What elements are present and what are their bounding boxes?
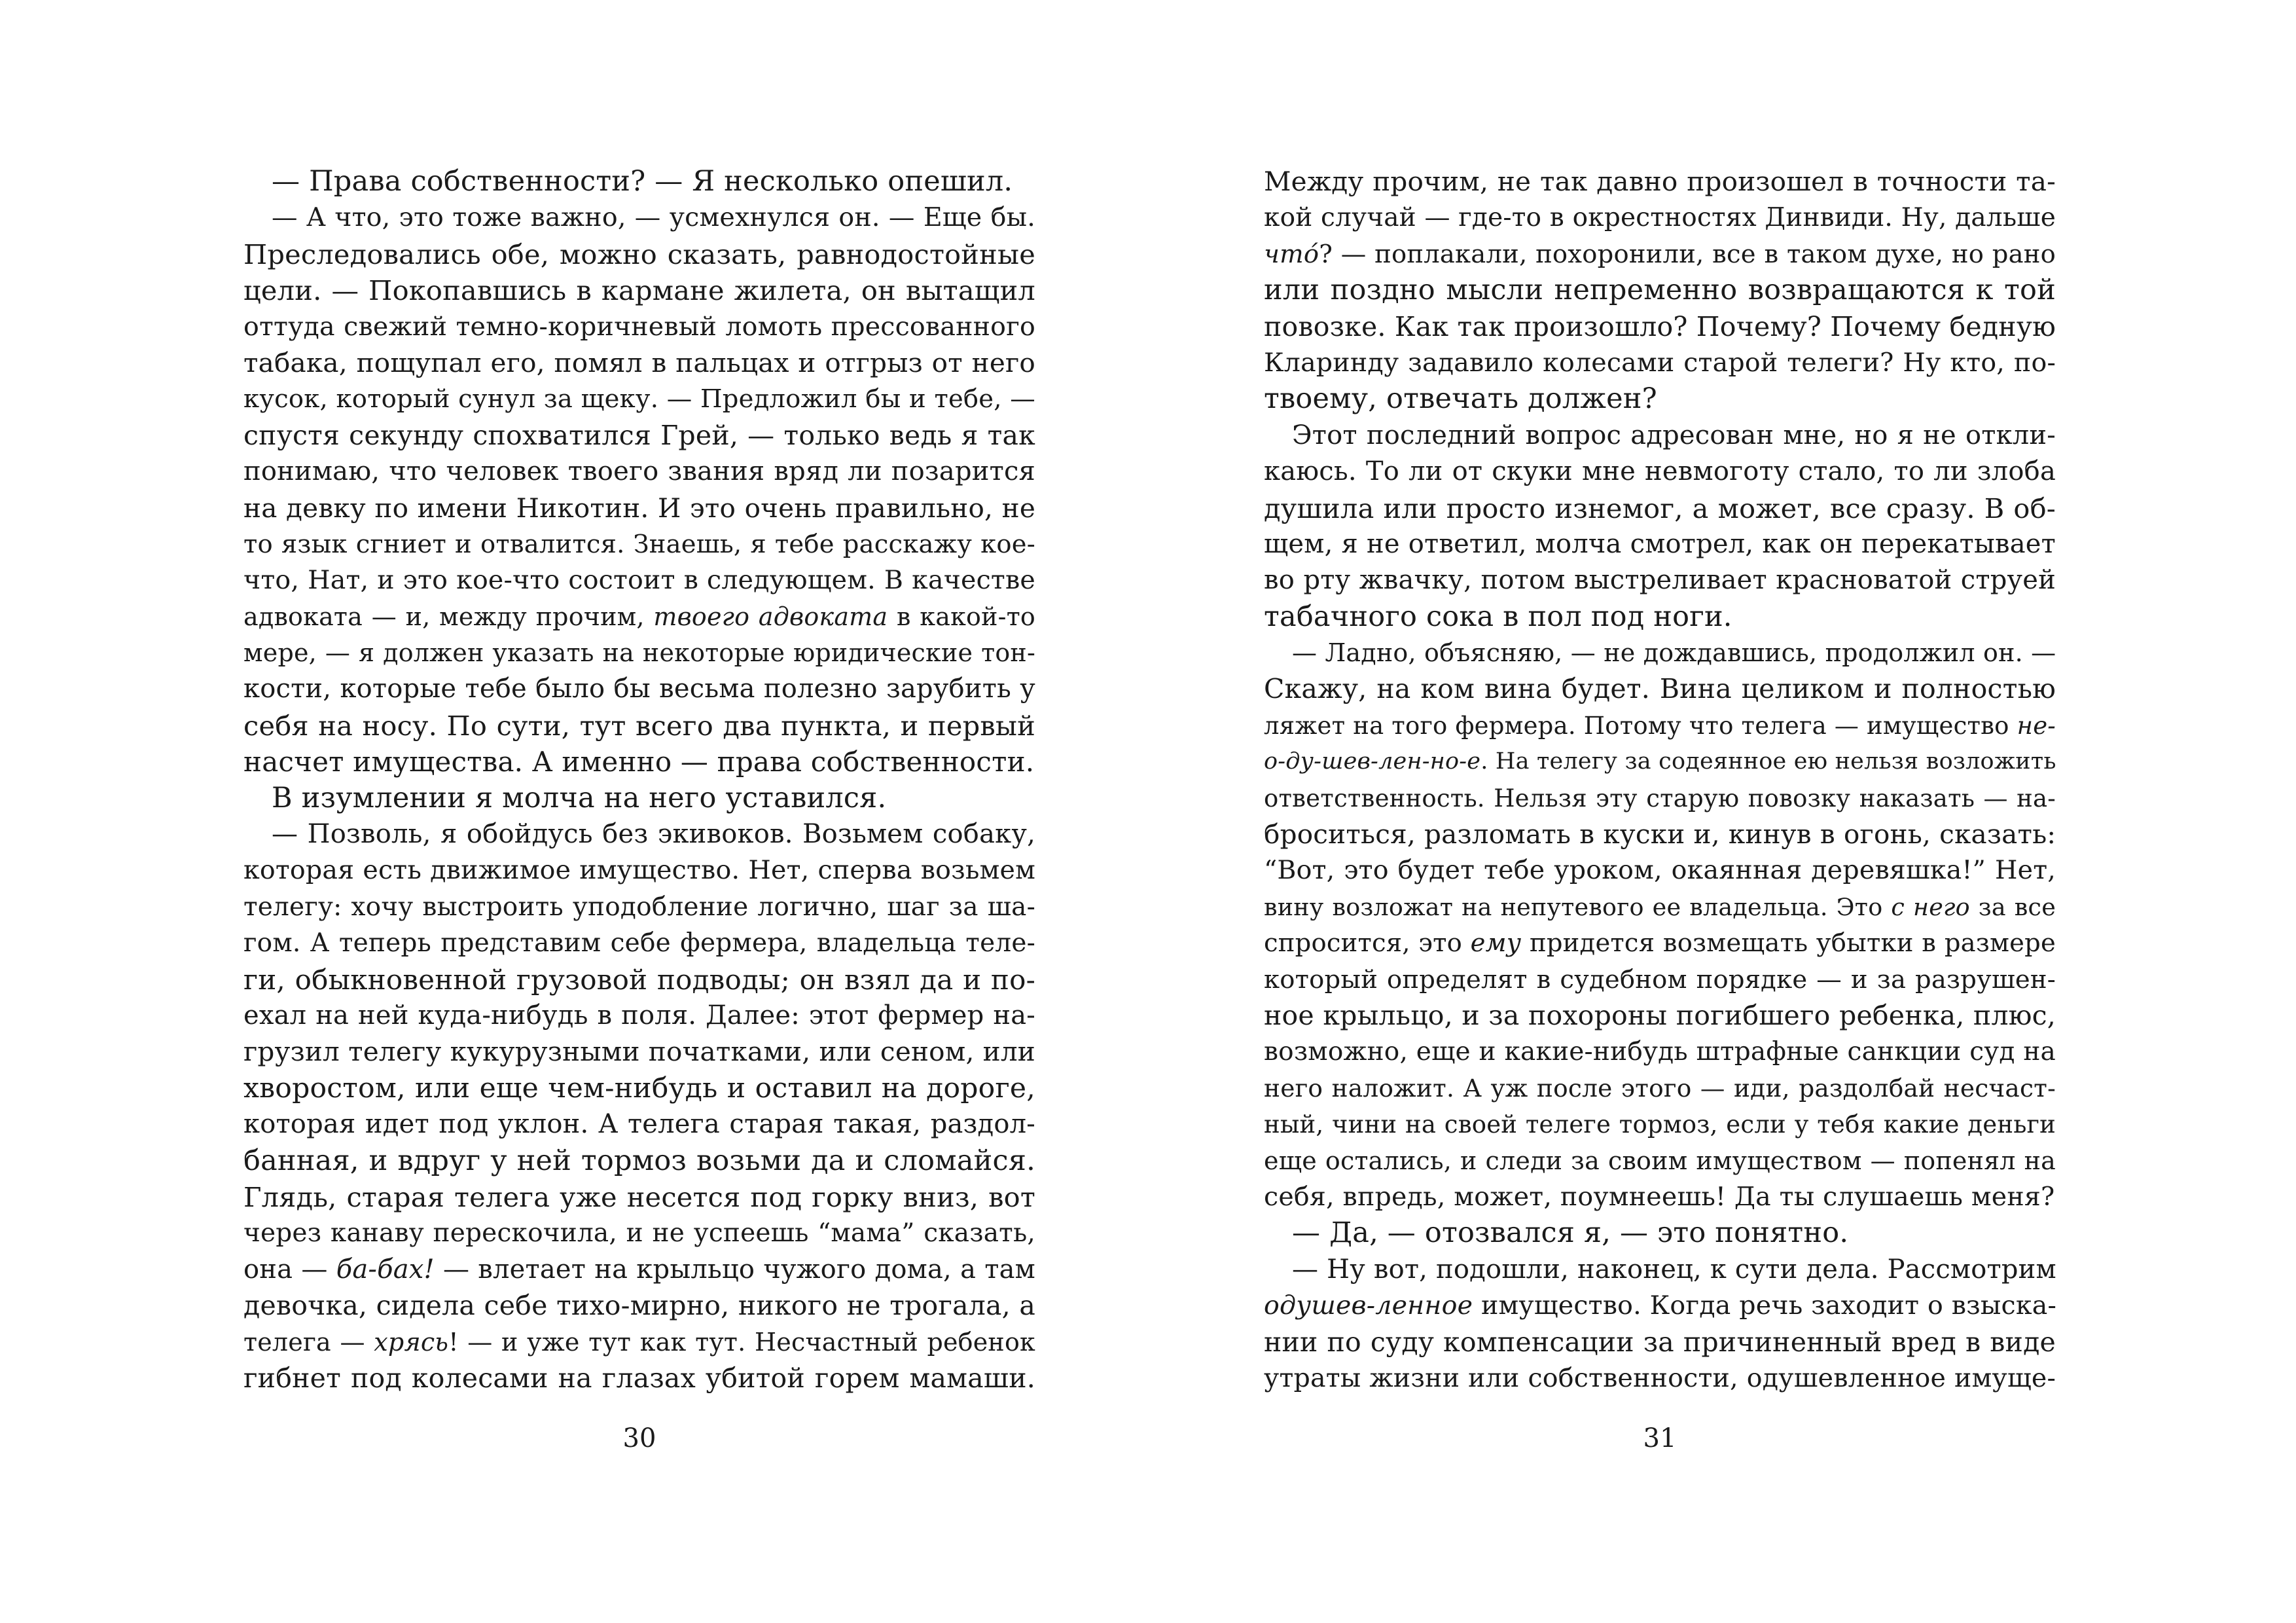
text-run: — А что, это тоже важно, — усмехнулся он. — Еще бы.	[272, 202, 1035, 233]
text-line	[243, 599, 1035, 635]
text-run: который определят в судебном порядке — и за разрушен-	[1264, 964, 2056, 994]
text-run: — Да, — отозвался я, — это понятно.	[1292, 1216, 1849, 1250]
text-line	[1264, 164, 2056, 200]
text-line	[243, 1034, 1035, 1070]
text-run: гибнет под колесами на глазах убитой горем мамаши.	[243, 1362, 1035, 1394]
right-page	[1264, 164, 2056, 1473]
italic-run: о-ду-шев-лен-но-е	[1264, 748, 1481, 775]
text-line	[243, 562, 1035, 598]
italic-run: хрясь	[374, 1327, 449, 1357]
text-line	[1264, 1252, 2056, 1288]
text-run: Преследовались обе, можно сказать, равнодостойные	[243, 238, 1035, 270]
text-run: — Ну вот, подошли, наконец, к сути дела. Рассмотрим	[1292, 1254, 2056, 1285]
text-line	[243, 708, 1035, 744]
text-run: она —	[243, 1254, 336, 1285]
text-line	[243, 671, 1035, 707]
text-line	[1264, 852, 2056, 888]
text-run: в какой-то	[888, 602, 1035, 631]
text-run: ! — и уже тут как тут. Несчастный ребенок	[448, 1327, 1035, 1357]
text-run: “Вот, это будет тебе уроком, окаянная деревяшка!” Нет,	[1264, 855, 2056, 886]
text-line	[1264, 381, 2056, 417]
text-run: понимаю, что человек твоего звания вряд ли позарится	[243, 456, 1035, 487]
text-run: . На телегу за содеянное ею нельзя возложить	[1480, 748, 2056, 775]
text-line	[243, 962, 1035, 998]
text-run: что, Нат, и это кое-что состоит в следующем. В качестве	[243, 565, 1035, 596]
text-line	[243, 164, 1035, 200]
text-line	[243, 272, 1035, 308]
text-line	[243, 454, 1035, 490]
text-line	[243, 1215, 1035, 1251]
text-line	[243, 998, 1035, 1034]
text-run: еще остались, и следи за своим имуществом — попенял на	[1264, 1146, 2056, 1175]
text-line	[1264, 962, 2056, 998]
text-run: табачного сока в пол под ноги.	[1264, 600, 1732, 633]
italic-run: ему	[1470, 928, 1522, 958]
text-run: каюсь. То ли от скуки мне невмоготу стало, то ли злоба	[1264, 456, 2056, 487]
text-line	[243, 345, 1035, 381]
right-page-number: 31	[1643, 1423, 1677, 1453]
text-line	[1264, 998, 2056, 1034]
text-line	[243, 1106, 1035, 1142]
text-line	[1264, 599, 2056, 635]
text-run: кости, которые тебе было бы весьма полезно зарубить у	[243, 674, 1035, 704]
text-line	[243, 816, 1035, 852]
text-line	[243, 1288, 1035, 1324]
text-run: кусок, который сунул за щеку. — Предложил бы и тебе, —	[243, 384, 1035, 414]
text-run: ный, чини на своей телеге тормоз, если у тебя какие деньги	[1264, 1110, 2056, 1139]
text-run: кой случай — где-то в окрестностях Динвиди. Ну, дальше	[1264, 203, 2056, 233]
text-line	[1264, 526, 2056, 562]
text-line	[1264, 1288, 2056, 1324]
text-run: за все	[1969, 892, 2056, 921]
text-line	[1264, 562, 2056, 598]
text-run: него наложит. А уж после этого — иди, раздолбай несчаст-	[1264, 1073, 2056, 1103]
text-line	[243, 925, 1035, 961]
text-run: вину возложат на непутевого ее владельца. Это	[1264, 892, 1892, 921]
text-line	[243, 1070, 1035, 1106]
text-run: хворостом, или еще чем-нибудь и оставил на дороге,	[243, 1072, 1035, 1104]
text-run: нии по суду компенсации за причиненный вред в виде	[1264, 1326, 2056, 1358]
text-run: твоему, отвечать должен?	[1264, 382, 1657, 416]
italic-run: твоего адвоката	[653, 602, 888, 631]
text-line	[1264, 635, 2056, 671]
text-line	[243, 1324, 1035, 1360]
text-run: которая идет под уклон. А телега старая такая, раздол-	[243, 1109, 1035, 1140]
text-run: — Права собственности? — Я несколько опешил.	[272, 165, 1013, 198]
text-run: спросится, это	[1264, 928, 1471, 958]
text-line	[1264, 889, 2056, 925]
text-run: спустя секунду спохватился Грей, — только ведь я так	[243, 419, 1035, 451]
text-run: Скажу, на ком вина будет. Вина целиком и полностью	[1264, 673, 2056, 705]
text-line	[243, 526, 1035, 562]
text-line	[1264, 1324, 2056, 1360]
text-line	[1264, 1034, 2056, 1070]
text-run: В изумлении я молча на него уставился.	[272, 781, 887, 814]
text-line	[243, 635, 1035, 671]
left-page-number: 30	[622, 1423, 656, 1453]
text-run: гом. А теперь представим себе фермера, владельца теле-	[243, 928, 1035, 958]
text-line	[243, 381, 1035, 417]
italic-run: что́	[1264, 239, 1319, 269]
text-run: ляжет на того фермера. Потому что телега — имущество	[1264, 711, 2017, 740]
text-line	[1264, 454, 2056, 490]
text-run: придется возмещать убытки в размере	[1521, 928, 2056, 958]
text-run: щем, я не ответил, молча смотрел, как он перекатывает	[1264, 528, 2056, 559]
text-run: ответственность. Нельзя эту старую повозку наказать — на-	[1264, 784, 2056, 812]
text-line	[243, 309, 1035, 345]
text-line	[243, 1360, 1035, 1396]
left-page	[243, 164, 1035, 1473]
text-line	[243, 852, 1035, 888]
text-run: ное крыльцо, и за похороны погибшего ребенка, плюс,	[1264, 999, 2056, 1031]
text-line	[243, 1252, 1035, 1288]
text-run: во рту жвачку, потом выстреливает красноватой струей	[1264, 565, 2056, 596]
text-run: Этот последний вопрос адресован мне, но я не откли-	[1292, 420, 2056, 450]
text-line	[1264, 490, 2056, 526]
text-run: Между прочим, не так давно произошел в точности та-	[1264, 166, 2056, 197]
text-line	[243, 1179, 1035, 1215]
text-run: оттуда свежий темно-коричневый ломоть прессованного	[243, 311, 1035, 342]
right-page-text	[1264, 164, 2056, 1396]
text-run: ехал на ней куда-нибудь в поля. Далее: этот фермер на-	[243, 1000, 1035, 1030]
text-run: себя, впредь, может, поумнеешь! Да ты слушаешь меня?	[1264, 1181, 2055, 1212]
text-line	[243, 744, 1035, 780]
italic-run: одушев-ленное	[1264, 1290, 1473, 1321]
italic-run: с него	[1891, 892, 1970, 921]
text-line	[1264, 236, 2056, 272]
text-line	[243, 780, 1035, 816]
text-line	[1264, 200, 2056, 236]
text-run: цели. — Покопавшись в кармане жилета, он вытащил	[243, 274, 1035, 307]
text-run: — влетает на крыльцо чужого дома, а там	[434, 1254, 1035, 1285]
text-line	[1264, 1070, 2056, 1106]
text-run: мере, — я должен указать на некоторые юридические тон-	[243, 638, 1035, 668]
text-line	[1264, 708, 2056, 744]
text-run: броситься, разломать в куски и, кинув в огонь, сказать:	[1264, 818, 2056, 850]
text-line	[1264, 1360, 2056, 1396]
italic-run: не-	[2017, 711, 2056, 740]
text-line	[1264, 1215, 2056, 1251]
text-run: повозке. Как так произошло? Почему? Почему бедную	[1264, 310, 2056, 342]
text-line	[1264, 1143, 2056, 1179]
text-run: возможно, еще и какие-нибудь штрафные санкции суд на	[1264, 1037, 2056, 1067]
text-line	[1264, 744, 2056, 780]
text-line	[1264, 1179, 2056, 1215]
text-run: через канаву перескочила, и не успеешь “мама” сказать,	[243, 1218, 1035, 1249]
text-run: грузил телегу кукурузными початками, или сеном, или	[243, 1036, 1035, 1068]
text-line	[1264, 418, 2056, 454]
text-run: ги, обыкновенной грузовой подводы; он взял да и по-	[243, 963, 1035, 996]
text-run: утраты жизни или собственности, одушевленное имуще-	[1264, 1362, 2056, 1393]
text-run: имущество. Когда речь заходит о взыска-	[1473, 1290, 2057, 1321]
text-line	[1264, 345, 2056, 381]
text-run: — Ладно, объясняю, — не дождавшись, продолжил он. —	[1292, 638, 2056, 668]
text-run: банная, и вдруг у ней тормоз возьми да и сломайся.	[243, 1144, 1035, 1177]
text-run: телегу: хочу выстроить уподобление логично, шаг за ша-	[243, 892, 1035, 922]
text-run: Кларинду задавило колесами старой телеги? Ну кто, по-	[1264, 347, 2056, 378]
text-run: душила или просто изнемог, а может, все сразу. В об-	[1264, 492, 2056, 524]
text-run: Глядь, старая телега уже несется под горку вниз, вот	[243, 1180, 1035, 1213]
text-line	[1264, 309, 2056, 345]
text-run: — Позволь, я обойдусь без экивоков. Возьмем собаку,	[272, 819, 1035, 850]
text-run: то язык сгниет и отвалится. Знаешь, я тебе расскажу кое-	[243, 529, 1035, 559]
text-line	[243, 889, 1035, 925]
text-run: насчет имущества. А именно — права собственности.	[243, 746, 1035, 778]
left-page-text	[243, 164, 1035, 1396]
text-line	[243, 236, 1035, 272]
text-line	[1264, 1106, 2056, 1142]
text-line	[1264, 671, 2056, 707]
text-line	[1264, 925, 2056, 961]
text-line	[1264, 780, 2056, 816]
text-line	[243, 1143, 1035, 1179]
text-run: телега —	[243, 1327, 374, 1357]
text-line	[243, 490, 1035, 526]
text-run: себя на носу. По сути, тут всего два пункта, и первый	[243, 709, 1035, 742]
text-run: адвоката — и, между прочим,	[243, 602, 654, 631]
italic-run: ба-бах!	[336, 1254, 435, 1285]
text-line	[1264, 816, 2056, 852]
text-run: которая есть движимое имущество. Нет, сперва возьмем	[243, 855, 1035, 886]
text-run: на девку по имени Никотин. И это очень правильно, не	[243, 492, 1035, 524]
text-run: ? — поплакали, похоронили, все в таком духе, но рано	[1319, 239, 2056, 269]
text-run: девочка, сидела себе тихо-мирно, никого не трогала, а	[243, 1290, 1035, 1322]
text-run: или поздно мысли непременно возвращаются к той	[1264, 274, 2056, 307]
text-line	[243, 200, 1035, 236]
text-line	[1264, 272, 2056, 308]
text-line	[243, 418, 1035, 454]
text-run: табака, пощупал его, помял в пальцах и отгрыз от него	[243, 346, 1035, 378]
